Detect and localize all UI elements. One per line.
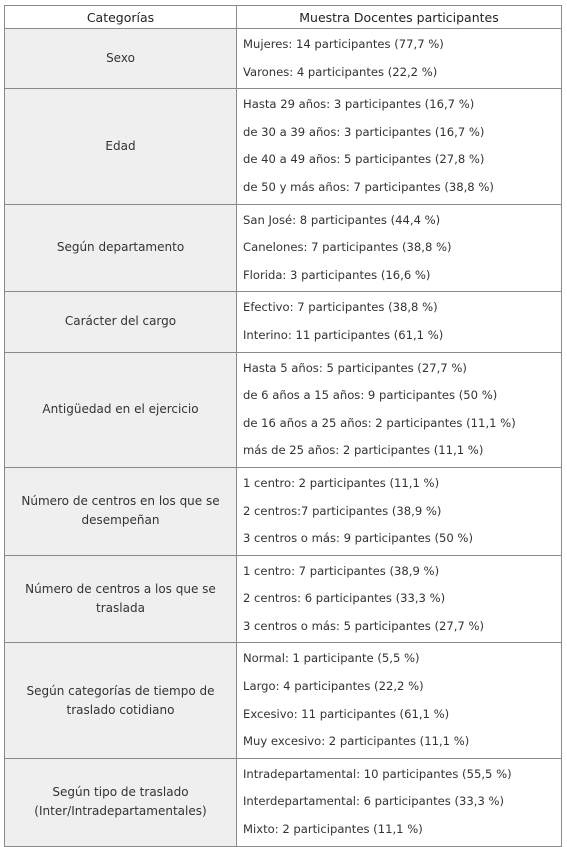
value-line: 2 centros:7 participantes (38,9 %) bbox=[243, 503, 442, 518]
value-line: Normal: 1 participante (5,5 %) bbox=[243, 651, 420, 666]
participants-table bbox=[4, 5, 562, 847]
value-line: Interino: 11 participantes (61,1 %) bbox=[243, 327, 444, 342]
value-line: Intradepartamental: 10 participantes (55,5 %) bbox=[243, 766, 512, 781]
values-cell bbox=[237, 352, 562, 467]
values-cell bbox=[237, 29, 562, 89]
category-cell: Según tipo de traslado (Inter/Intradepartamentales) bbox=[5, 758, 237, 846]
table-row bbox=[5, 292, 562, 352]
header-muestra: Muestra Docentes participantes bbox=[237, 6, 562, 29]
category-cell: Sexo bbox=[5, 29, 237, 89]
value-line: Hasta 29 años: 3 participantes (16,7 %) bbox=[243, 97, 475, 112]
header-categorias: Categorías bbox=[5, 6, 237, 29]
values-cell bbox=[237, 292, 562, 352]
value-line: Hasta 5 años: 5 participantes (27,7 %) bbox=[243, 360, 467, 375]
value-line: 3 centros o más: 5 participantes (27,7 %) bbox=[243, 618, 485, 633]
values-cell bbox=[237, 204, 562, 292]
value-line: de 40 a 49 años: 5 participantes (27,8 %) bbox=[243, 152, 485, 167]
value-line: Canelones: 7 participantes (38,8 %) bbox=[243, 240, 452, 255]
category-cell: Antigüedad en el ejercicio bbox=[5, 352, 237, 467]
value-line: Varones: 4 participantes (22,2 %) bbox=[243, 64, 438, 79]
value-line: 2 centros: 6 participantes (33,3 %) bbox=[243, 591, 446, 606]
category-cell: Número de centros en los que se desempeñan bbox=[5, 467, 237, 555]
value-line: Mixto: 2 participantes (11,1 %) bbox=[243, 822, 423, 837]
category-cell: Edad bbox=[5, 89, 237, 204]
value-line: más de 25 años: 2 participantes (11,1 %) bbox=[243, 443, 484, 458]
table-row bbox=[5, 29, 562, 89]
value-line: Excesivo: 11 participantes (61,1 %) bbox=[243, 706, 450, 721]
values-cell bbox=[237, 758, 562, 846]
value-line: de 30 a 39 años: 3 participantes (16,7 %) bbox=[243, 124, 485, 139]
values-cell bbox=[237, 555, 562, 643]
values-cell bbox=[237, 89, 562, 204]
value-line: Largo: 4 participantes (22,2 %) bbox=[243, 679, 424, 694]
values-cell bbox=[237, 467, 562, 555]
table-row bbox=[5, 555, 562, 643]
table-row bbox=[5, 352, 562, 467]
value-line: de 50 y más años: 7 participantes (38,8 %) bbox=[243, 179, 494, 194]
table-body bbox=[5, 29, 562, 847]
table-row bbox=[5, 758, 562, 846]
table-header-row bbox=[5, 6, 562, 29]
category-cell: Número de centros a los que se traslada bbox=[5, 555, 237, 643]
category-cell: Según departamento bbox=[5, 204, 237, 292]
value-line: Mujeres: 14 participantes (77,7 %) bbox=[243, 37, 444, 51]
value-line: Efectivo: 7 participantes (38,8 %) bbox=[243, 300, 438, 315]
value-line: 1 centro: 7 participantes (38,9 %) bbox=[243, 563, 440, 578]
table-row bbox=[5, 204, 562, 292]
table-row bbox=[5, 467, 562, 555]
table-row bbox=[5, 89, 562, 204]
value-line: de 16 años a 25 años: 2 participantes (11,1 %) bbox=[243, 415, 516, 430]
table-row bbox=[5, 643, 562, 758]
value-line: de 6 años a 15 años: 9 participantes (50 %) bbox=[243, 388, 498, 403]
value-line: Interdepartamental: 6 participantes (33,3 %) bbox=[243, 794, 505, 809]
value-line: San José: 8 participantes (44,4 %) bbox=[243, 212, 441, 227]
value-line: 3 centros o más: 9 participantes (50 %) bbox=[243, 531, 473, 546]
value-line: Muy excesivo: 2 participantes (11,1 %) bbox=[243, 734, 470, 749]
value-line: 1 centro: 2 participantes (11,1 %) bbox=[243, 475, 440, 490]
value-line: Florida: 3 participantes (16,6 %) bbox=[243, 267, 431, 282]
values-cell bbox=[237, 643, 562, 758]
category-cell: Según categorías de tiempo de traslado cotidiano bbox=[5, 643, 237, 758]
category-cell: Carácter del cargo bbox=[5, 292, 237, 352]
